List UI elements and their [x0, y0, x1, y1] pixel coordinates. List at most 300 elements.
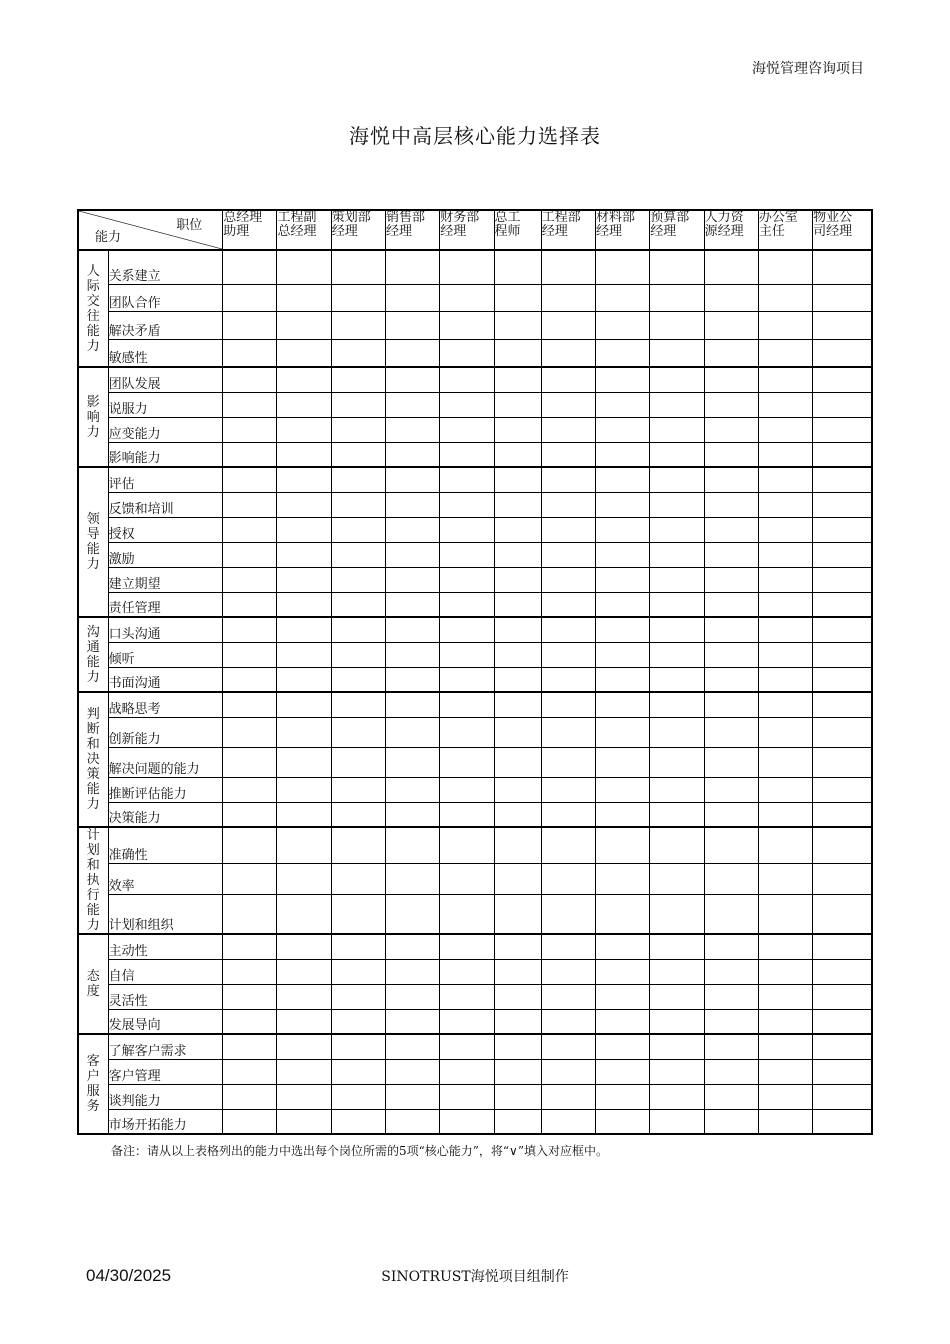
selection-cell[interactable]: [331, 284, 385, 311]
selection-cell[interactable]: [541, 367, 595, 392]
selection-cell[interactable]: [541, 747, 595, 777]
selection-cell[interactable]: [223, 1009, 277, 1034]
selection-cell[interactable]: [650, 1009, 704, 1034]
selection-cell[interactable]: [813, 802, 872, 827]
selection-cell[interactable]: [596, 250, 650, 284]
selection-cell[interactable]: [494, 250, 541, 284]
selection-cell[interactable]: [650, 1034, 704, 1059]
selection-cell[interactable]: [494, 367, 541, 392]
selection-cell[interactable]: [386, 284, 440, 311]
selection-cell[interactable]: [650, 934, 704, 959]
selection-cell[interactable]: [758, 895, 812, 934]
selection-cell[interactable]: [277, 567, 331, 592]
selection-cell[interactable]: [494, 1059, 541, 1084]
selection-cell[interactable]: [758, 311, 812, 339]
selection-cell[interactable]: [758, 747, 812, 777]
selection-cell[interactable]: [650, 617, 704, 642]
selection-cell[interactable]: [386, 1084, 440, 1109]
selection-cell[interactable]: [704, 864, 758, 895]
selection-cell[interactable]: [541, 984, 595, 1009]
selection-cell[interactable]: [494, 984, 541, 1009]
selection-cell[interactable]: [758, 642, 812, 667]
selection-cell[interactable]: [704, 895, 758, 934]
selection-cell[interactable]: [704, 492, 758, 517]
selection-cell[interactable]: [596, 827, 650, 864]
selection-cell[interactable]: [541, 417, 595, 442]
selection-cell[interactable]: [650, 717, 704, 747]
selection-cell[interactable]: [331, 692, 385, 717]
selection-cell[interactable]: [223, 567, 277, 592]
selection-cell[interactable]: [223, 442, 277, 467]
selection-cell[interactable]: [223, 339, 277, 367]
selection-cell[interactable]: [494, 1084, 541, 1109]
selection-cell[interactable]: [331, 1034, 385, 1059]
selection-cell[interactable]: [440, 864, 494, 895]
selection-cell[interactable]: [277, 542, 331, 567]
selection-cell[interactable]: [223, 367, 277, 392]
selection-cell[interactable]: [277, 367, 331, 392]
selection-cell[interactable]: [813, 827, 872, 864]
selection-cell[interactable]: [596, 895, 650, 934]
selection-cell[interactable]: [386, 1034, 440, 1059]
selection-cell[interactable]: [704, 567, 758, 592]
selection-cell[interactable]: [650, 692, 704, 717]
selection-cell[interactable]: [704, 984, 758, 1009]
selection-cell[interactable]: [277, 517, 331, 542]
selection-cell[interactable]: [541, 1009, 595, 1034]
selection-cell[interactable]: [596, 1084, 650, 1109]
selection-cell[interactable]: [440, 567, 494, 592]
selection-cell[interactable]: [277, 984, 331, 1009]
selection-cell[interactable]: [758, 934, 812, 959]
selection-cell[interactable]: [758, 517, 812, 542]
selection-cell[interactable]: [386, 802, 440, 827]
selection-cell[interactable]: [223, 392, 277, 417]
selection-cell[interactable]: [386, 692, 440, 717]
selection-cell[interactable]: [813, 667, 872, 692]
selection-cell[interactable]: [541, 1084, 595, 1109]
selection-cell[interactable]: [331, 717, 385, 747]
selection-cell[interactable]: [440, 367, 494, 392]
selection-cell[interactable]: [704, 717, 758, 747]
selection-cell[interactable]: [813, 442, 872, 467]
selection-cell[interactable]: [758, 250, 812, 284]
selection-cell[interactable]: [704, 592, 758, 617]
selection-cell[interactable]: [758, 1084, 812, 1109]
selection-cell[interactable]: [704, 827, 758, 864]
selection-cell[interactable]: [386, 864, 440, 895]
selection-cell[interactable]: [813, 417, 872, 442]
selection-cell[interactable]: [813, 777, 872, 802]
selection-cell[interactable]: [650, 959, 704, 984]
selection-cell[interactable]: [704, 442, 758, 467]
selection-cell[interactable]: [223, 959, 277, 984]
selection-cell[interactable]: [440, 617, 494, 642]
selection-cell[interactable]: [758, 692, 812, 717]
selection-cell[interactable]: [758, 1009, 812, 1034]
selection-cell[interactable]: [223, 777, 277, 802]
selection-cell[interactable]: [650, 864, 704, 895]
selection-cell[interactable]: [277, 442, 331, 467]
selection-cell[interactable]: [596, 717, 650, 747]
selection-cell[interactable]: [704, 517, 758, 542]
selection-cell[interactable]: [704, 747, 758, 777]
selection-cell[interactable]: [596, 777, 650, 802]
selection-cell[interactable]: [494, 747, 541, 777]
selection-cell[interactable]: [277, 864, 331, 895]
selection-cell[interactable]: [223, 717, 277, 747]
selection-cell[interactable]: [277, 717, 331, 747]
selection-cell[interactable]: [386, 392, 440, 417]
selection-cell[interactable]: [813, 311, 872, 339]
selection-cell[interactable]: [596, 517, 650, 542]
selection-cell[interactable]: [277, 492, 331, 517]
selection-cell[interactable]: [541, 777, 595, 802]
selection-cell[interactable]: [331, 392, 385, 417]
selection-cell[interactable]: [813, 467, 872, 492]
selection-cell[interactable]: [223, 1059, 277, 1084]
selection-cell[interactable]: [386, 895, 440, 934]
selection-cell[interactable]: [541, 592, 595, 617]
selection-cell[interactable]: [440, 667, 494, 692]
selection-cell[interactable]: [386, 311, 440, 339]
selection-cell[interactable]: [386, 367, 440, 392]
selection-cell[interactable]: [596, 959, 650, 984]
selection-cell[interactable]: [386, 827, 440, 864]
selection-cell[interactable]: [650, 339, 704, 367]
selection-cell[interactable]: [331, 467, 385, 492]
selection-cell[interactable]: [494, 895, 541, 934]
selection-cell[interactable]: [541, 864, 595, 895]
selection-cell[interactable]: [596, 667, 650, 692]
selection-cell[interactable]: [331, 864, 385, 895]
selection-cell[interactable]: [758, 959, 812, 984]
selection-cell[interactable]: [596, 492, 650, 517]
selection-cell[interactable]: [331, 311, 385, 339]
selection-cell[interactable]: [758, 802, 812, 827]
selection-cell[interactable]: [596, 442, 650, 467]
selection-cell[interactable]: [277, 392, 331, 417]
selection-cell[interactable]: [541, 542, 595, 567]
selection-cell[interactable]: [650, 517, 704, 542]
selection-cell[interactable]: [813, 492, 872, 517]
selection-cell[interactable]: [223, 467, 277, 492]
selection-cell[interactable]: [277, 1009, 331, 1034]
selection-cell[interactable]: [223, 542, 277, 567]
selection-cell[interactable]: [758, 777, 812, 802]
selection-cell[interactable]: [596, 311, 650, 339]
selection-cell[interactable]: [650, 747, 704, 777]
selection-cell[interactable]: [440, 1059, 494, 1084]
selection-cell[interactable]: [813, 747, 872, 777]
selection-cell[interactable]: [704, 1084, 758, 1109]
selection-cell[interactable]: [331, 827, 385, 864]
selection-cell[interactable]: [386, 1109, 440, 1134]
selection-cell[interactable]: [440, 1109, 494, 1134]
selection-cell[interactable]: [440, 1084, 494, 1109]
selection-cell[interactable]: [813, 1009, 872, 1034]
selection-cell[interactable]: [541, 934, 595, 959]
selection-cell[interactable]: [494, 864, 541, 895]
selection-cell[interactable]: [704, 1059, 758, 1084]
selection-cell[interactable]: [277, 1084, 331, 1109]
selection-cell[interactable]: [440, 895, 494, 934]
selection-cell[interactable]: [440, 827, 494, 864]
selection-cell[interactable]: [813, 250, 872, 284]
selection-cell[interactable]: [541, 1059, 595, 1084]
selection-cell[interactable]: [331, 617, 385, 642]
selection-cell[interactable]: [596, 592, 650, 617]
selection-cell[interactable]: [494, 802, 541, 827]
selection-cell[interactable]: [758, 1059, 812, 1084]
selection-cell[interactable]: [704, 417, 758, 442]
selection-cell[interactable]: [596, 1109, 650, 1134]
selection-cell[interactable]: [596, 1059, 650, 1084]
selection-cell[interactable]: [541, 311, 595, 339]
selection-cell[interactable]: [494, 827, 541, 864]
selection-cell[interactable]: [596, 1009, 650, 1034]
selection-cell[interactable]: [541, 802, 595, 827]
selection-cell[interactable]: [494, 1009, 541, 1034]
selection-cell[interactable]: [596, 864, 650, 895]
selection-cell[interactable]: [331, 984, 385, 1009]
selection-cell[interactable]: [223, 417, 277, 442]
selection-cell[interactable]: [440, 1009, 494, 1034]
selection-cell[interactable]: [758, 864, 812, 895]
selection-cell[interactable]: [494, 692, 541, 717]
selection-cell[interactable]: [277, 311, 331, 339]
selection-cell[interactable]: [494, 934, 541, 959]
selection-cell[interactable]: [813, 517, 872, 542]
selection-cell[interactable]: [813, 895, 872, 934]
selection-cell[interactable]: [650, 984, 704, 1009]
selection-cell[interactable]: [386, 667, 440, 692]
selection-cell[interactable]: [331, 1109, 385, 1134]
selection-cell[interactable]: [541, 392, 595, 417]
selection-cell[interactable]: [223, 934, 277, 959]
selection-cell[interactable]: [223, 311, 277, 339]
selection-cell[interactable]: [541, 692, 595, 717]
selection-cell[interactable]: [277, 934, 331, 959]
selection-cell[interactable]: [223, 517, 277, 542]
selection-cell[interactable]: [650, 777, 704, 802]
selection-cell[interactable]: [386, 492, 440, 517]
selection-cell[interactable]: [541, 667, 595, 692]
selection-cell[interactable]: [813, 1084, 872, 1109]
selection-cell[interactable]: [440, 777, 494, 802]
selection-cell[interactable]: [650, 392, 704, 417]
selection-cell[interactable]: [704, 1009, 758, 1034]
selection-cell[interactable]: [758, 339, 812, 367]
selection-cell[interactable]: [223, 642, 277, 667]
selection-cell[interactable]: [223, 692, 277, 717]
selection-cell[interactable]: [541, 467, 595, 492]
selection-cell[interactable]: [440, 392, 494, 417]
selection-cell[interactable]: [223, 284, 277, 311]
selection-cell[interactable]: [650, 442, 704, 467]
selection-cell[interactable]: [331, 542, 385, 567]
selection-cell[interactable]: [331, 642, 385, 667]
selection-cell[interactable]: [440, 339, 494, 367]
selection-cell[interactable]: [331, 417, 385, 442]
selection-cell[interactable]: [277, 895, 331, 934]
selection-cell[interactable]: [494, 517, 541, 542]
selection-cell[interactable]: [277, 592, 331, 617]
selection-cell[interactable]: [331, 802, 385, 827]
selection-cell[interactable]: [758, 827, 812, 864]
selection-cell[interactable]: [386, 250, 440, 284]
selection-cell[interactable]: [704, 777, 758, 802]
selection-cell[interactable]: [277, 284, 331, 311]
selection-cell[interactable]: [386, 567, 440, 592]
selection-cell[interactable]: [223, 492, 277, 517]
selection-cell[interactable]: [596, 802, 650, 827]
selection-cell[interactable]: [277, 747, 331, 777]
selection-cell[interactable]: [541, 567, 595, 592]
selection-cell[interactable]: [494, 1109, 541, 1134]
selection-cell[interactable]: [386, 542, 440, 567]
selection-cell[interactable]: [596, 747, 650, 777]
selection-cell[interactable]: [650, 1059, 704, 1084]
selection-cell[interactable]: [650, 1109, 704, 1134]
selection-cell[interactable]: [813, 934, 872, 959]
selection-cell[interactable]: [650, 311, 704, 339]
selection-cell[interactable]: [331, 442, 385, 467]
selection-cell[interactable]: [704, 934, 758, 959]
selection-cell[interactable]: [277, 467, 331, 492]
selection-cell[interactable]: [650, 667, 704, 692]
selection-cell[interactable]: [331, 895, 385, 934]
selection-cell[interactable]: [331, 1009, 385, 1034]
selection-cell[interactable]: [704, 250, 758, 284]
selection-cell[interactable]: [758, 442, 812, 467]
selection-cell[interactable]: [277, 1034, 331, 1059]
selection-cell[interactable]: [277, 959, 331, 984]
selection-cell[interactable]: [386, 747, 440, 777]
selection-cell[interactable]: [704, 617, 758, 642]
selection-cell[interactable]: [596, 984, 650, 1009]
selection-cell[interactable]: [331, 747, 385, 777]
selection-cell[interactable]: [223, 864, 277, 895]
selection-cell[interactable]: [541, 959, 595, 984]
selection-cell[interactable]: [813, 339, 872, 367]
selection-cell[interactable]: [440, 692, 494, 717]
selection-cell[interactable]: [331, 250, 385, 284]
selection-cell[interactable]: [494, 492, 541, 517]
selection-cell[interactable]: [650, 642, 704, 667]
selection-cell[interactable]: [596, 417, 650, 442]
selection-cell[interactable]: [494, 467, 541, 492]
selection-cell[interactable]: [650, 895, 704, 934]
selection-cell[interactable]: [758, 367, 812, 392]
selection-cell[interactable]: [704, 467, 758, 492]
selection-cell[interactable]: [386, 1059, 440, 1084]
selection-cell[interactable]: [758, 284, 812, 311]
selection-cell[interactable]: [331, 777, 385, 802]
selection-cell[interactable]: [331, 367, 385, 392]
selection-cell[interactable]: [494, 311, 541, 339]
selection-cell[interactable]: [704, 1034, 758, 1059]
selection-cell[interactable]: [331, 517, 385, 542]
selection-cell[interactable]: [440, 542, 494, 567]
selection-cell[interactable]: [223, 1084, 277, 1109]
selection-cell[interactable]: [440, 311, 494, 339]
selection-cell[interactable]: [541, 339, 595, 367]
selection-cell[interactable]: [650, 417, 704, 442]
selection-cell[interactable]: [386, 777, 440, 802]
selection-cell[interactable]: [277, 642, 331, 667]
selection-cell[interactable]: [758, 542, 812, 567]
selection-cell[interactable]: [277, 617, 331, 642]
selection-cell[interactable]: [704, 802, 758, 827]
selection-cell[interactable]: [223, 802, 277, 827]
selection-cell[interactable]: [758, 1109, 812, 1134]
selection-cell[interactable]: [331, 667, 385, 692]
selection-cell[interactable]: [494, 667, 541, 692]
selection-cell[interactable]: [386, 717, 440, 747]
selection-cell[interactable]: [494, 592, 541, 617]
selection-cell[interactable]: [223, 617, 277, 642]
selection-cell[interactable]: [386, 959, 440, 984]
selection-cell[interactable]: [386, 934, 440, 959]
selection-cell[interactable]: [541, 717, 595, 747]
selection-cell[interactable]: [440, 747, 494, 777]
selection-cell[interactable]: [440, 802, 494, 827]
selection-cell[interactable]: [277, 250, 331, 284]
selection-cell[interactable]: [386, 339, 440, 367]
selection-cell[interactable]: [704, 667, 758, 692]
selection-cell[interactable]: [277, 692, 331, 717]
selection-cell[interactable]: [331, 959, 385, 984]
selection-cell[interactable]: [223, 667, 277, 692]
selection-cell[interactable]: [813, 864, 872, 895]
selection-cell[interactable]: [596, 367, 650, 392]
selection-cell[interactable]: [758, 417, 812, 442]
selection-cell[interactable]: [704, 642, 758, 667]
selection-cell[interactable]: [277, 1109, 331, 1134]
selection-cell[interactable]: [223, 827, 277, 864]
selection-cell[interactable]: [541, 442, 595, 467]
selection-cell[interactable]: [223, 984, 277, 1009]
selection-cell[interactable]: [494, 442, 541, 467]
selection-cell[interactable]: [277, 827, 331, 864]
selection-cell[interactable]: [704, 692, 758, 717]
selection-cell[interactable]: [813, 592, 872, 617]
selection-cell[interactable]: [494, 284, 541, 311]
selection-cell[interactable]: [596, 692, 650, 717]
selection-cell[interactable]: [494, 642, 541, 667]
selection-cell[interactable]: [331, 339, 385, 367]
selection-cell[interactable]: [813, 984, 872, 1009]
selection-cell[interactable]: [331, 592, 385, 617]
selection-cell[interactable]: [758, 492, 812, 517]
selection-cell[interactable]: [386, 617, 440, 642]
selection-cell[interactable]: [650, 250, 704, 284]
selection-cell[interactable]: [813, 642, 872, 667]
selection-cell[interactable]: [440, 592, 494, 617]
selection-cell[interactable]: [331, 1059, 385, 1084]
selection-cell[interactable]: [650, 592, 704, 617]
selection-cell[interactable]: [277, 339, 331, 367]
selection-cell[interactable]: [440, 959, 494, 984]
selection-cell[interactable]: [704, 1109, 758, 1134]
selection-cell[interactable]: [596, 617, 650, 642]
selection-cell[interactable]: [813, 542, 872, 567]
selection-cell[interactable]: [223, 250, 277, 284]
selection-cell[interactable]: [813, 617, 872, 642]
selection-cell[interactable]: [223, 592, 277, 617]
selection-cell[interactable]: [650, 542, 704, 567]
